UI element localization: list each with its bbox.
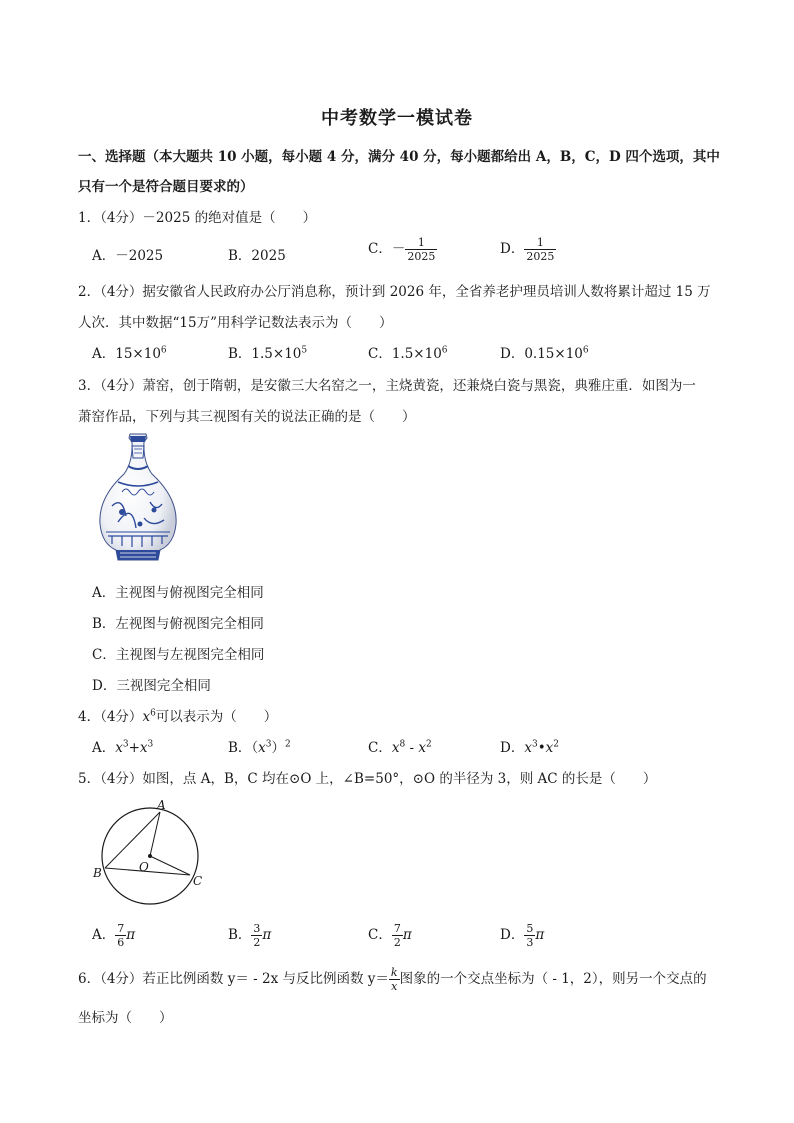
q4-a-term1: x [115,740,123,756]
q5-d-fraction [524,922,535,949]
q2-option-c [368,342,448,362]
q5-b-prefix: B． [228,927,252,943]
fraction-numerator: 1 [524,236,556,250]
q1-option-c-prefix: C．－ [368,241,406,257]
fraction-denominator: 2 [393,936,401,949]
q6-fraction [389,966,400,993]
q4-a-prefix: A． [92,740,116,756]
q2-option-c-base: C．1.5×10 [368,346,442,362]
q4-a-term2: x [139,740,148,756]
fraction-numerator: 1 [405,236,437,250]
q4-d-term2: x [545,740,554,756]
q4-c-exp1: 8 [399,739,406,750]
question-3-stem-line1: 3．（4分）萧窑，创于隋朝，是安徽三大名窑之一，主烧黄瓷，还兼烧白瓷与黑瓷，典雅庄重．如图为一 [78,378,696,394]
q5-a-fraction [115,922,126,949]
label-o: O [139,860,149,874]
fraction-denominator: 2025 [526,250,555,263]
q2-option-c-exponent: 6 [441,345,448,356]
label-c: C [193,874,203,888]
q4-a-exp1: 3 [122,739,129,750]
fraction-numerator: 5 [526,922,534,935]
question-2-stem-line2: 人次．其中数据“15万”用科学记数法表示为（ ） [78,315,393,331]
q1-option-d-fraction [524,236,556,263]
q4-stem-prefix: 4．（4分） [78,709,143,725]
pi-symbol: π [402,927,412,943]
segment-oa [150,812,160,856]
pi-symbol: π [126,927,136,943]
q4-stem-variable: x [142,709,151,725]
fraction-denominator: 3 [526,936,534,949]
q3-option-c: C．主视图与左视图完全相同 [92,647,265,663]
segment-ab [105,812,160,868]
q4-c-exp2: 2 [425,739,432,750]
q4-c-prefix: C． [368,740,392,756]
q2-option-a [92,342,167,362]
q4-option-b [228,736,291,756]
pi-symbol: π [535,927,545,943]
section-heading-line1: 一、选择题（本大题共 10 小题，每小题 4 分，满分 40 分，每小题都给出 A，B，C，D 四个选项，其中 [78,149,720,165]
question-3-stem-line2: 萧窑作品，下列与其三视图有关的说法正确的是（ ） [78,409,416,425]
pi-symbol: π [262,927,272,943]
q4-b-suffix: ） [271,740,286,756]
q4-c-operator: - [405,740,419,756]
q5-option-a [92,922,135,949]
q1-option-c-fraction [405,236,437,263]
label-a: A [157,798,166,812]
q4-stem-exponent: 6 [150,708,156,719]
section-heading-line2: 只有一个是符合题目要求的） [78,179,254,195]
q4-d-prefix: D． [500,740,525,756]
q5-option-d [500,922,544,949]
q2-option-d [500,342,589,362]
q4-option-d [500,736,559,756]
q2-option-d-base: D．0.15×10 [500,346,583,362]
q5-c-fraction [392,922,403,949]
q4-option-c [368,736,432,756]
fraction-numerator: 7 [117,922,125,935]
q4-b-exp: 3 [265,739,272,750]
q4-option-a [92,736,153,756]
fraction-numerator: 7 [393,922,401,935]
q1-option-d-prefix: D． [500,241,525,257]
q3-option-a: A．主视图与俯视图完全相同 [92,585,264,601]
q4-a-operator: + [128,740,140,756]
q3-option-b: B．左视图与俯视图完全相同 [92,616,264,632]
q4-a-exp2: 3 [147,739,154,750]
q4-d-exp1: 3 [531,739,538,750]
q4-d-term1: x [524,740,532,756]
q4-b-term: x [258,740,266,756]
q2-option-b-exponent: 5 [301,345,308,356]
fraction-denominator: x [391,980,398,993]
q2-option-b-base: B．1.5×10 [228,346,302,362]
q4-c-term1: x [391,740,400,756]
question-2-stem-line1: 2．（4分）据安徽省人民政府办公厅消息称，预计到 2026 年，全省养老护理员培训人数将累计超过 15 万 [78,284,711,300]
q5-option-b [228,922,271,949]
q4-c-term2: x [418,740,426,756]
q1-option-d [500,236,556,263]
q3-option-d: D．三视图完全相同 [92,678,211,694]
question-6-stem-line2: 坐标为（ ） [78,1010,173,1026]
q4-b-prefix: B．（ [228,740,259,756]
label-b: B [93,866,102,880]
q6-stem-suffix: 图象的一个交点坐标为（ - 1，2），则另一个交点的 [399,971,707,987]
fraction-denominator: 2025 [407,250,436,263]
question-4-stem [78,705,277,725]
question-5-stem: 5．（4分）如图，点 A，B，C 均在⊙O 上，∠B=50°，⊙O 的半径为 3，则 AC 的长是（ ） [78,771,657,787]
q4-stem-suffix: 可以表示为（ ） [155,709,278,725]
porcelain-vase-image [92,432,184,562]
q4-b-outer-exp: 2 [285,739,291,750]
q6-stem-prefix: 6．（4分）若正比例函数 y＝ - 2x 与反比例函数 y＝ [78,971,389,987]
q2-option-a-exponent: 6 [160,345,167,356]
fraction-denominator: 2 [253,936,261,949]
q2-option-b [228,342,307,362]
q5-b-fraction [251,922,262,949]
q1-option-c [368,236,437,263]
page-title: 中考数学一模试卷 [321,108,473,129]
q4-d-exp2: 2 [553,739,560,750]
q5-c-prefix: C． [368,927,392,943]
q1-option-a: A．－2025 [92,248,164,264]
q2-option-d-exponent: 6 [582,345,589,356]
q4-d-operator: • [537,740,546,756]
question-6-stem-line1 [78,966,707,993]
q5-d-prefix: D． [500,927,525,943]
circle-diagram [90,798,210,906]
fraction-denominator: 6 [117,936,125,949]
fraction-numerator: k [390,966,398,979]
center-point [148,854,152,858]
q5-a-prefix: A． [92,927,116,943]
question-1-stem: 1．（4分）－2025 的绝对值是（ ） [78,210,317,226]
fraction-numerator: 3 [253,922,261,935]
q2-option-a-base: A．15×10 [92,346,161,362]
q1-option-b: B．2025 [228,248,286,264]
q5-option-c [368,922,412,949]
